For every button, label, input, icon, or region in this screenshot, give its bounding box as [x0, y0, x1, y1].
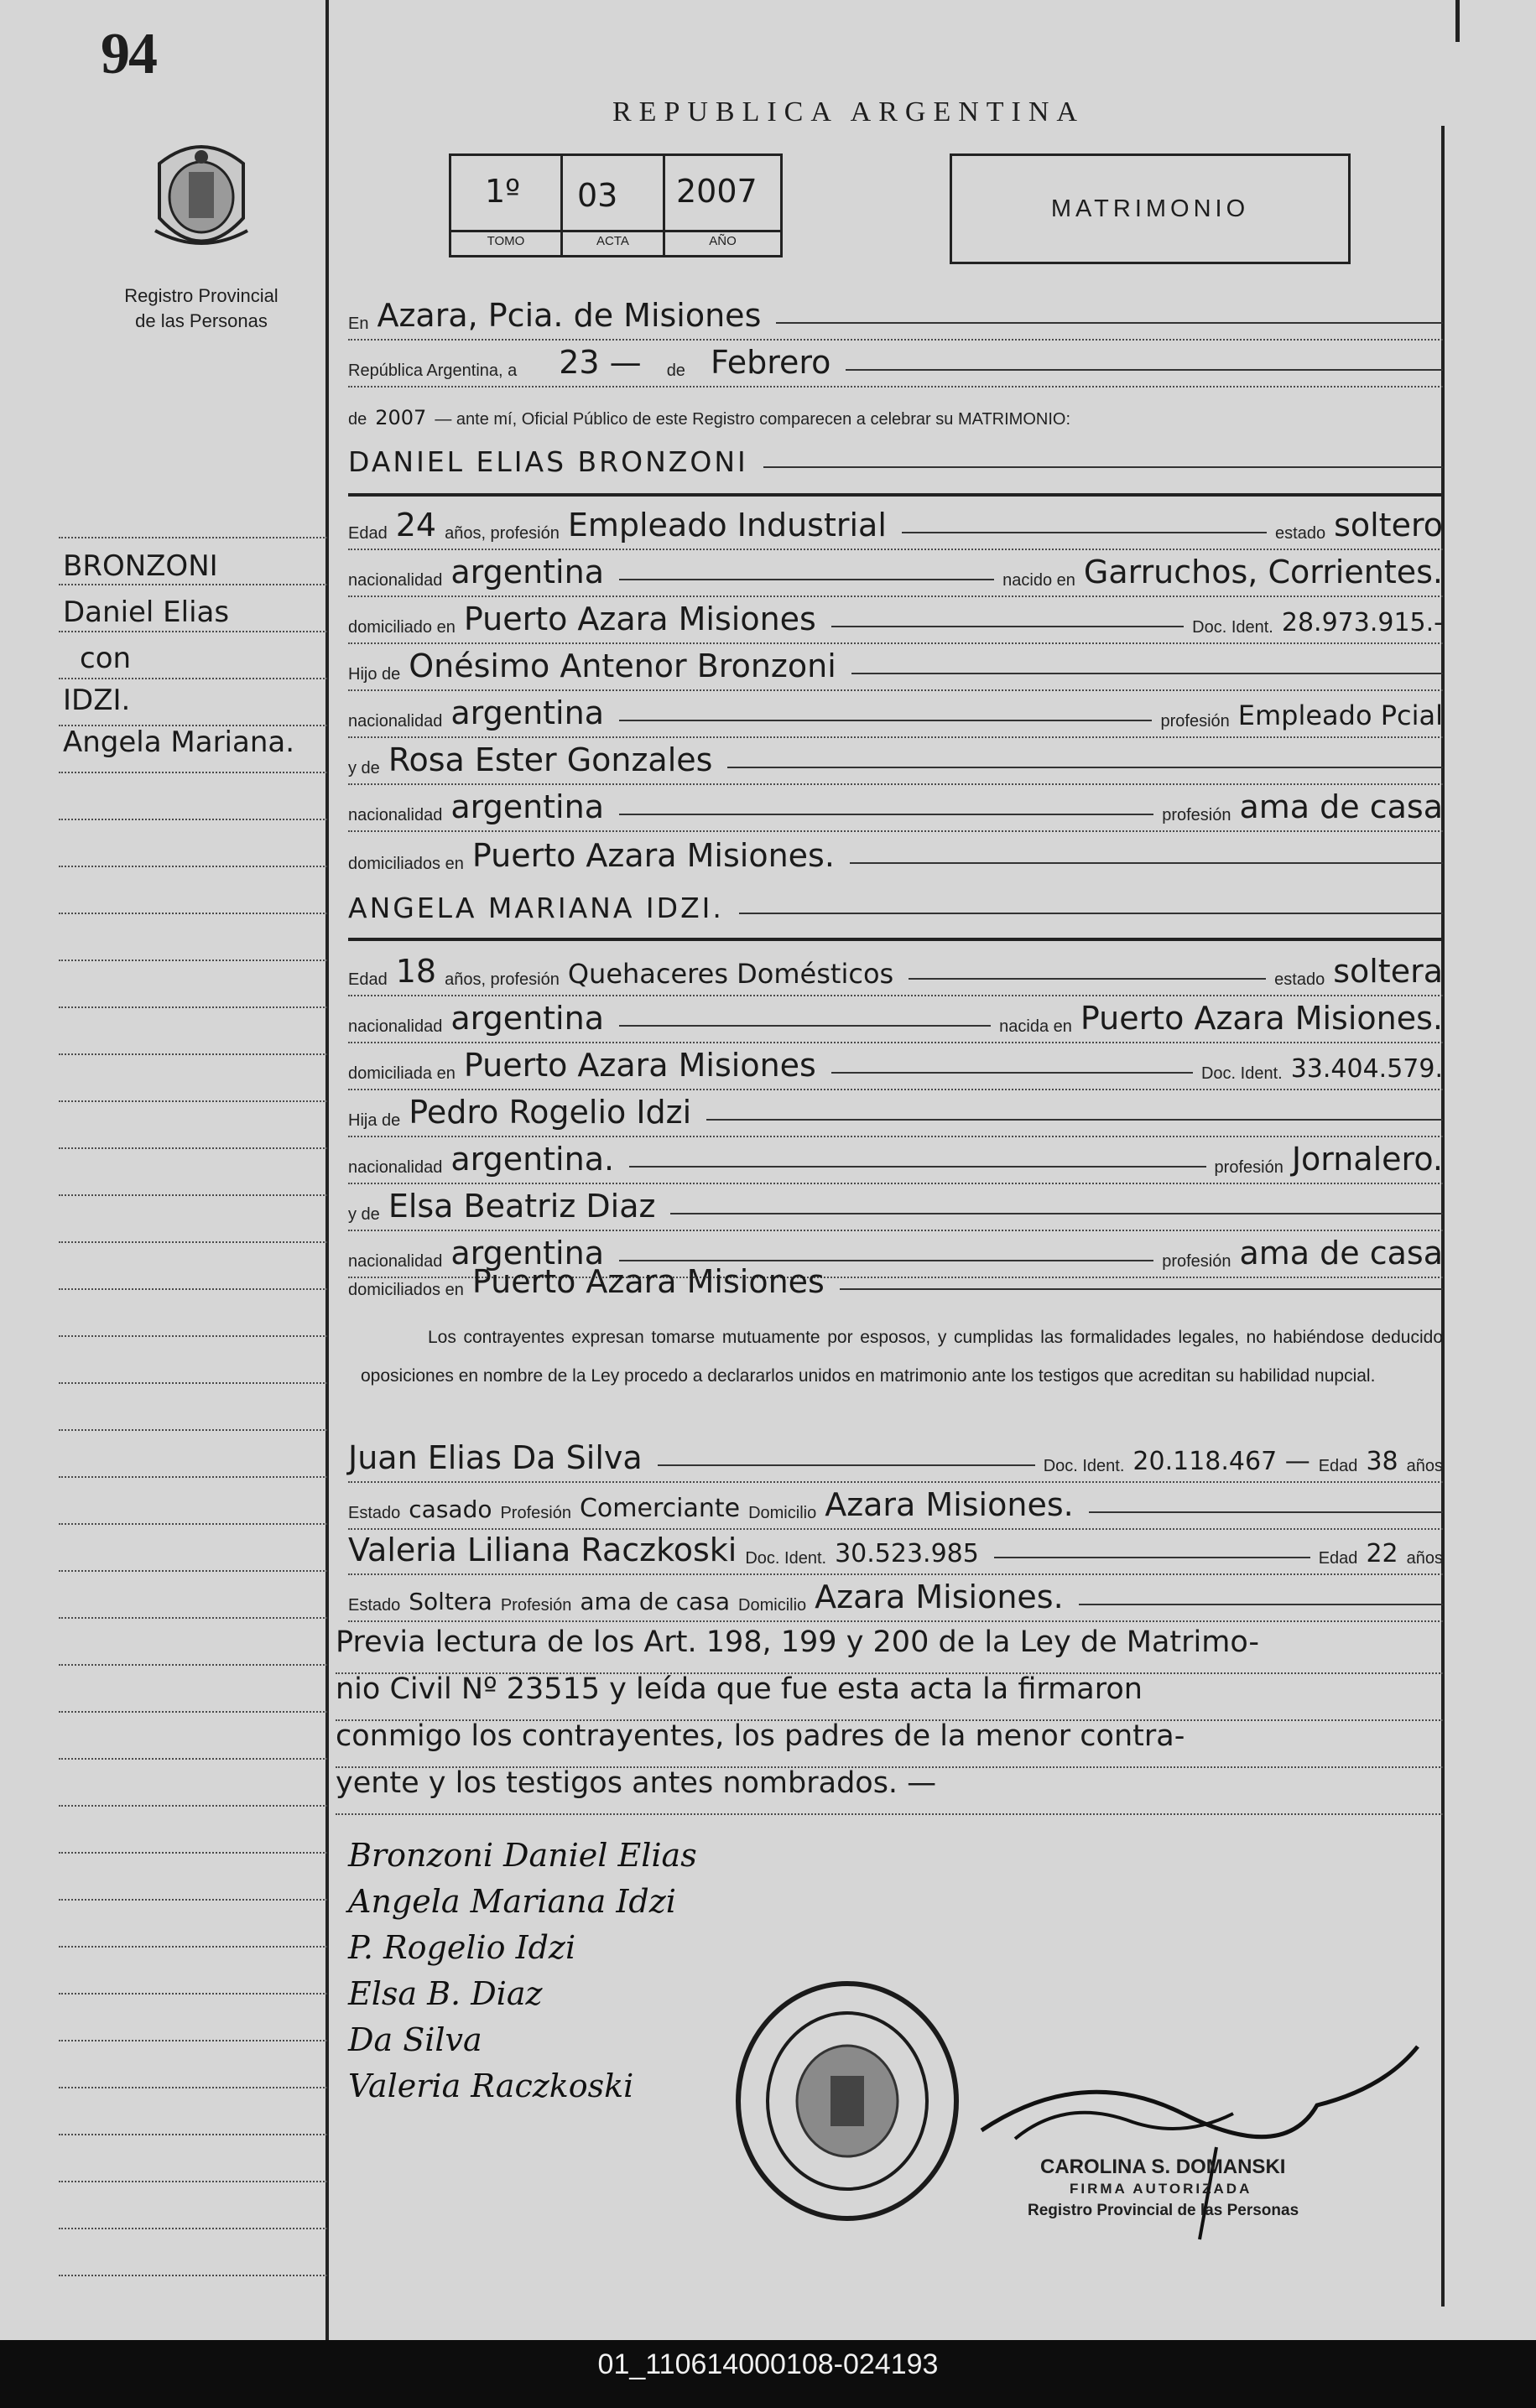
- margin-ruled-line: [59, 1711, 327, 1713]
- margin-ruled-line: [59, 584, 327, 585]
- groom-nationality-line: [348, 550, 1443, 597]
- margin-ruled-line: [59, 819, 327, 820]
- margin-ruled-line: [59, 1993, 327, 1995]
- groom-nacionalidad: argentina: [450, 554, 604, 590]
- registry-seal-stamp: [730, 1975, 965, 2227]
- signature-witness-2: Valeria Raczkoski: [348, 2067, 634, 2104]
- groom-parents-domicile-line: [348, 832, 1443, 879]
- groom-name: DANIEL ELIAS BRONZONI: [348, 445, 748, 478]
- estado-cap-label: Estado: [348, 1596, 401, 1615]
- margin-ruled-line: [59, 1382, 327, 1384]
- filler-line: [629, 1166, 1205, 1168]
- bride-madre: Elsa Beatriz Diaz: [388, 1188, 656, 1225]
- margin-ruled-line: [59, 2134, 327, 2135]
- margin-ruled-line: [59, 1147, 327, 1149]
- witness-1-profesion: Comerciante: [579, 1494, 741, 1523]
- bride-nacida-en: Puerto Azara Misiones.: [1080, 1000, 1443, 1037]
- signature-witness-1: Da Silva: [348, 2021, 482, 2058]
- nacionalidad-label: nacionalidad: [348, 712, 443, 731]
- page-number: 94: [101, 22, 156, 86]
- bride-padre-nac: argentina.: [450, 1141, 615, 1178]
- bride-parents-domicile-line: [348, 1258, 1443, 1305]
- nacido-en-label: nacido en: [1002, 571, 1075, 590]
- left-border-line: [325, 0, 329, 2340]
- bride-name: ANGELA MARIANA IDZI.: [348, 892, 724, 924]
- groom-name-line: [348, 436, 1443, 483]
- place-line: [348, 294, 1443, 341]
- signature-bride-mother: Elsa B. Diaz: [348, 1975, 543, 2012]
- margin-ruled-line: [59, 2040, 327, 2041]
- registry-line-1: Registro Provincial: [124, 285, 279, 306]
- closing-line-4: yente y los testigos antes nombrados. —: [336, 1766, 1443, 1815]
- anio-label: AÑO: [709, 234, 737, 248]
- witness-1-line: [348, 1436, 1443, 1483]
- margin-ruled-line: [59, 1805, 327, 1807]
- anio-value: 2007: [676, 173, 758, 210]
- groom-madre: Rosa Ester Gonzales: [388, 741, 713, 778]
- groom-padre-nac: argentina: [450, 694, 604, 731]
- groom-father-details-line: [348, 691, 1443, 738]
- margin-note-line-3: con: [80, 642, 132, 675]
- doc-ident-label: Doc. Ident.: [1200, 1064, 1283, 1083]
- profesion-cap-label: Profesión: [500, 1504, 571, 1522]
- witness-1-name: Juan Elias Da Silva: [348, 1439, 643, 1476]
- witness-1-domicilio: Azara Misiones.: [825, 1486, 1074, 1523]
- en-label: En: [348, 315, 369, 333]
- date-line: [348, 341, 1443, 387]
- filler-line: [670, 1213, 1443, 1214]
- margin-ruled-line: [59, 2181, 327, 2182]
- groom-age-line: [348, 503, 1443, 550]
- bride-nationality-line: [348, 996, 1443, 1043]
- country-title: REPUBLICA ARGENTINA: [612, 96, 1085, 127]
- filler-line: [706, 1119, 1443, 1121]
- margin-ruled-line: [59, 678, 327, 679]
- record-number-box: [449, 153, 783, 257]
- margin-ruled-line: [59, 1476, 327, 1478]
- groom-profesion: Empleado Industrial: [567, 507, 887, 543]
- margin-ruled-line: [59, 1053, 327, 1055]
- image-id-footer: 01_110614000108-024193: [597, 2348, 939, 2380]
- margin-ruled-line: [59, 866, 327, 867]
- place-value: Azara, Pcia. de Misiones: [377, 297, 762, 334]
- appear-line: [348, 387, 1443, 434]
- filler-line: [850, 862, 1443, 864]
- matrimonio-box: [950, 153, 1351, 264]
- bride-doc: 33.404.579.: [1290, 1054, 1443, 1084]
- domiciliados-en-label: domiciliados en: [348, 1281, 464, 1299]
- y-de-label: y de: [348, 759, 380, 778]
- month-value: Febrero: [710, 344, 831, 381]
- margin-ruled-line: [59, 1617, 327, 1619]
- profesion-label: profesión: [1162, 806, 1231, 824]
- filler-line: [658, 1464, 1035, 1466]
- margin-ruled-line: [59, 1006, 327, 1008]
- doc-ident-label: Doc. Ident.: [745, 1549, 827, 1568]
- filler-line: [831, 1072, 1193, 1074]
- ante-mi-label: — ante mí, Oficial Público de este Registro comparecen a celebrar su MATRIMONIO:: [435, 410, 1071, 429]
- bride-edad: 18: [395, 953, 437, 990]
- filler-line: [902, 532, 1267, 533]
- profesion-label: profesión: [1160, 712, 1230, 731]
- margin-note-line-4: IDZI.: [63, 684, 131, 717]
- profesion-cap-label: Profesión: [500, 1596, 572, 1615]
- groom-separator: [348, 493, 1443, 497]
- groom-mother-line: [348, 738, 1443, 785]
- domicilio-label: Domicilio: [738, 1596, 807, 1615]
- nacionalidad-label: nacionalidad: [348, 1252, 443, 1271]
- groom-madre-nac: argentina: [450, 788, 604, 825]
- margin-ruled-line: [59, 1758, 327, 1760]
- margin-ruled-line: [59, 1852, 327, 1854]
- estado-label: estado: [1275, 524, 1326, 543]
- anios-profesion-label: años, profesión: [445, 524, 560, 543]
- bride-mother-line: [348, 1184, 1443, 1231]
- registry-line-2: de las Personas: [135, 310, 268, 331]
- margin-ruled-line: [59, 960, 327, 961]
- signature-bride: Angela Mariana Idzi: [348, 1883, 676, 1920]
- bride-padres-domicilio: Puerto Azara Misiones: [471, 1263, 825, 1300]
- margin-ruled-line: [59, 1570, 327, 1572]
- tomo-value: 1º: [485, 173, 521, 210]
- year-value: 2007: [375, 406, 427, 429]
- de-anio-label: de: [348, 410, 367, 429]
- official-authorized: FIRMA AUTORIZADA: [1070, 2181, 1252, 2197]
- registry-caption: [75, 283, 327, 334]
- estado-label: estado: [1274, 970, 1325, 989]
- anios-label: años: [1406, 1457, 1443, 1475]
- margin-ruled-line: [59, 537, 327, 538]
- filler-line: [763, 466, 1443, 468]
- bride-domicilio: Puerto Azara Misiones: [463, 1047, 816, 1084]
- profesion-label: profesión: [1214, 1158, 1283, 1177]
- witness-2-domicilio: Azara Misiones.: [815, 1578, 1064, 1615]
- margin-ruled-line: [59, 1288, 327, 1290]
- witness-2-name: Valeria Liliana Raczkoski: [348, 1532, 737, 1568]
- margin-ruled-line: [59, 2275, 327, 2276]
- bride-padre-prof: Jornalero.: [1291, 1141, 1443, 1178]
- bride-madre-nac: argentina: [450, 1235, 604, 1272]
- anios-label: años: [1406, 1549, 1443, 1568]
- nacionalidad-label: nacionalidad: [348, 1158, 443, 1177]
- doc-ident-label: Doc. Ident.: [1192, 618, 1273, 637]
- province-coat-of-arms-icon: [143, 138, 260, 264]
- margin-ruled-line: [59, 1899, 327, 1901]
- witness-1-doc: 20.118.467 —: [1132, 1447, 1310, 1476]
- margin-ruled-line: [59, 1335, 327, 1337]
- groom-padre: Onésimo Antenor Bronzoni: [409, 648, 836, 684]
- filler-line: [619, 720, 1153, 721]
- margin-ruled-line: [59, 772, 327, 773]
- witness-1-details-line: [348, 1483, 1443, 1530]
- domiciliados-en-label: domiciliados en: [348, 855, 464, 873]
- groom-doc: 28.973.915.-: [1281, 608, 1443, 637]
- filler-line: [846, 369, 1443, 371]
- filler-line: [619, 1025, 991, 1027]
- bride-nacionalidad: argentina: [450, 1000, 604, 1037]
- signature-groom: Bronzoni Daniel Elias: [348, 1837, 697, 1874]
- bride-age-line: [348, 949, 1443, 996]
- edad-label: Edad: [1318, 1549, 1358, 1568]
- witness-2-edad: 22: [1366, 1539, 1398, 1568]
- filler-line: [840, 1288, 1443, 1290]
- domiciliada-en-label: domiciliada en: [348, 1064, 456, 1083]
- witness-2-estado: Soltera: [409, 1588, 492, 1615]
- margin-ruled-line: [59, 2228, 327, 2229]
- official-name: CAROLINA S. DOMANSKI: [1040, 2156, 1286, 2178]
- day-value: 23 —: [559, 344, 642, 381]
- margin-ruled-line: [59, 2087, 327, 2088]
- groom-nacido-en: Garruchos, Corrientes.: [1083, 554, 1443, 590]
- margin-note-line-5: Angela Mariana.: [63, 726, 295, 759]
- filler-line: [776, 322, 1443, 324]
- margin-ruled-line: [59, 1523, 327, 1525]
- margin-note-line-1: BRONZONI: [63, 549, 218, 583]
- edad-label: Edad: [348, 524, 388, 543]
- filler-line: [1079, 1604, 1443, 1605]
- witness-2-profesion: ama de casa: [580, 1588, 731, 1615]
- margin-ruled-line: [59, 1664, 327, 1666]
- doc-ident-label: Doc. Ident.: [1043, 1457, 1125, 1475]
- official-office: Registro Provincial de las Personas: [1028, 2202, 1299, 2219]
- nacionalidad-label: nacionalidad: [348, 806, 443, 824]
- edad-label: Edad: [1318, 1457, 1358, 1475]
- groom-padres-domicilio: Puerto Azara Misiones.: [471, 837, 835, 874]
- domiciliado-en-label: domiciliado en: [348, 618, 456, 637]
- witness-1-estado: casado: [409, 1495, 492, 1523]
- closing-line-2: nio Civil Nº 23515 y leída que fue esta acta la firmaron: [336, 1672, 1443, 1721]
- domicilio-label: Domicilio: [748, 1504, 817, 1522]
- filler-line: [909, 978, 1266, 980]
- witness-1-edad: 38: [1366, 1447, 1398, 1476]
- margin-note-line-2: Daniel Elias: [63, 595, 230, 629]
- acta-label: ACTA: [596, 234, 629, 248]
- bride-name-line: [348, 882, 1443, 929]
- republica-label: República Argentina, a: [348, 361, 518, 380]
- top-edge-mark: [1455, 0, 1460, 42]
- groom-padre-prof: Empleado Pcial: [1237, 700, 1443, 731]
- tomo-label: TOMO: [487, 234, 525, 248]
- groom-madre-prof: ama de casa: [1239, 788, 1443, 825]
- witness-2-details-line: [348, 1575, 1443, 1622]
- margin-ruled-line: [59, 631, 327, 632]
- profesion-label: profesión: [1162, 1252, 1231, 1271]
- anios-profesion-label: años, profesión: [445, 970, 560, 989]
- groom-domicilio: Puerto Azara Misiones: [463, 601, 816, 637]
- groom-domicile-line: [348, 597, 1443, 644]
- margin-ruled-line: [59, 1429, 327, 1431]
- estado-cap-label: Estado: [348, 1504, 401, 1522]
- groom-edad: 24: [395, 507, 437, 543]
- margin-ruled-line: [59, 1100, 327, 1102]
- hija-de-label: Hija de: [348, 1111, 401, 1130]
- edad-label: Edad: [348, 970, 388, 989]
- witness-2-doc: 30.523.985: [835, 1539, 979, 1568]
- groom-estado: soltero: [1334, 507, 1443, 543]
- margin-ruled-line: [59, 1241, 327, 1243]
- margin-ruled-line: [59, 1946, 327, 1948]
- bride-estado: soltera: [1333, 953, 1443, 990]
- filler-line: [831, 626, 1184, 627]
- margin-ruled-line: [59, 913, 327, 914]
- closing-line-3: conmigo los contrayentes, los padres de la menor contra-: [336, 1719, 1443, 1768]
- declaration-paragraph: Los contrayentes expresan tomarse mutuamente por esposos, y cumplidas las formalidades legales, no habiéndose deducido oposiciones en nombre de la Ley procedo a declararlos unidos en matrimonio ante los testigos que acreditan su habilidad nupcial.: [361, 1328, 1443, 1386]
- filler-line: [619, 814, 1153, 815]
- filler-line: [739, 913, 1443, 914]
- nacionalidad-label: nacionalidad: [348, 1017, 443, 1036]
- bride-separator: [348, 938, 1443, 941]
- bride-madre-prof: ama de casa: [1239, 1235, 1443, 1272]
- y-de-label: y de: [348, 1205, 380, 1224]
- acta-value: 03: [577, 177, 618, 214]
- nacionalidad-label: nacionalidad: [348, 571, 443, 590]
- bride-father-details-line: [348, 1137, 1443, 1184]
- margin-ruled-line: [59, 1194, 327, 1196]
- bride-padre: Pedro Rogelio Idzi: [409, 1094, 692, 1131]
- bride-domicile-line: [348, 1043, 1443, 1090]
- bride-profesion: Quehaceres Domésticos: [567, 958, 894, 990]
- filler-line: [851, 673, 1443, 674]
- hijo-de-label: Hijo de: [348, 665, 401, 684]
- filler-line: [1089, 1511, 1443, 1513]
- de-label: de: [666, 361, 685, 380]
- nacida-en-label: nacida en: [999, 1017, 1072, 1036]
- bride-father-line: [348, 1090, 1443, 1137]
- witness-2-line: [348, 1528, 1443, 1575]
- filler-line: [727, 767, 1443, 768]
- groom-mother-details-line: [348, 785, 1443, 832]
- signature-bride-father: P. Rogelio Idzi: [348, 1929, 576, 1966]
- matrimonio-title: MATRIMONIO: [1050, 195, 1250, 222]
- filler-line: [619, 579, 994, 580]
- closing-line-1: Previa lectura de los Art. 198, 199 y 200 de la Ley de Matrimo-: [336, 1625, 1443, 1674]
- groom-father-line: [348, 644, 1443, 691]
- filler-line: [994, 1557, 1310, 1558]
